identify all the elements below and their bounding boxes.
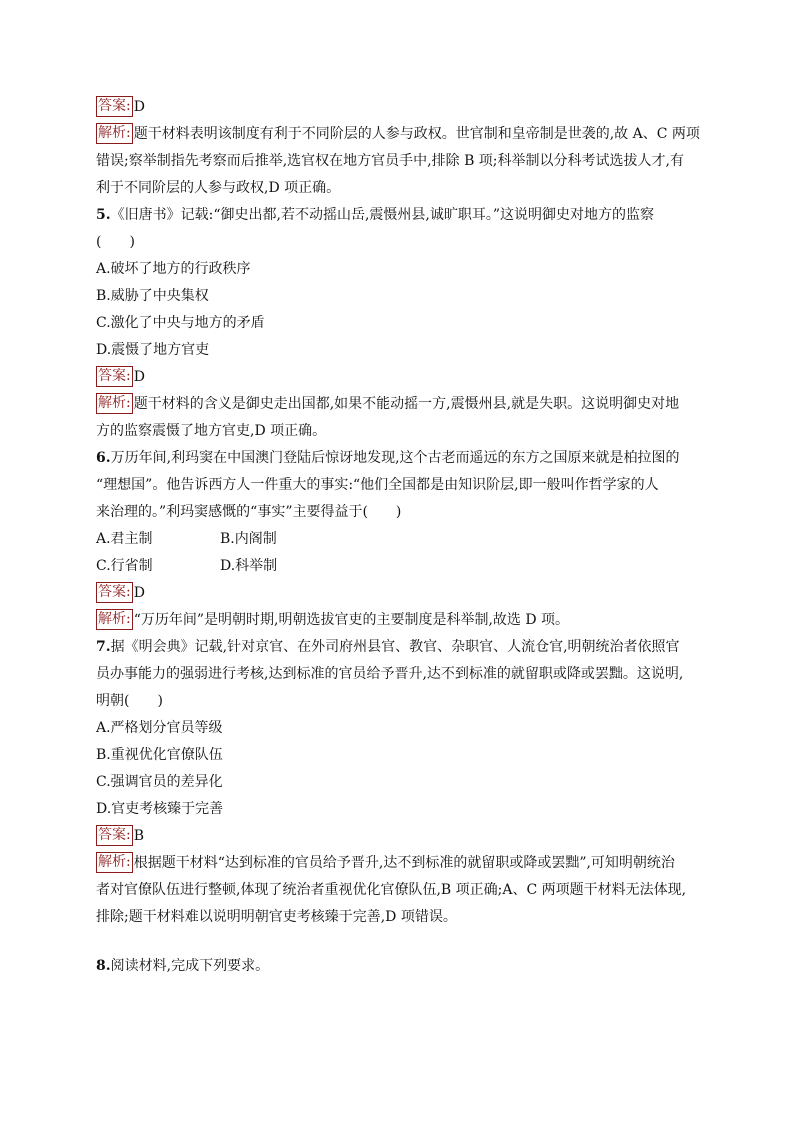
question-stem [96,634,700,661]
question-stem [96,202,700,229]
analysis-text: 题干材料表明该制度有利于不同阶层的人参与政权。世官制和皇帝制是世袭的,故 A、C 两项 [133,126,700,142]
answer-tag: 答案: [96,96,133,117]
spacer [96,931,700,953]
option-c: C.激化了中央与地方的矛盾 [96,315,265,331]
analysis-tag: 解析: [96,609,133,630]
option-d: D.科举制 [220,558,278,574]
question-text: 阅读材料,完成下列要求。 [110,958,270,974]
answer-line [96,94,700,121]
option-c: C.行省制 [96,558,153,574]
question-stem [96,953,700,980]
option-d: D.官吏考核臻于完善 [96,801,224,817]
question-text: 据《明会典》记载,针对京官、在外司府州县官、教官、杂职官、人流仓官,明朝统治者依照官 [110,639,680,655]
question-number: 6. [96,450,111,466]
analysis-text: 题干材料的含义是御史走出国都,如果不能动摇一方,震慑州县,就是失职。这说明御史对地 [133,396,680,412]
question-text: 万历年间,利玛窦在中国澳门登陆后惊讶地发现,这个古老而遥远的东方之国原来就是柏拉图的 [110,450,680,466]
answer-value: D [133,369,145,385]
analysis-line [96,391,700,418]
document-page [96,94,700,980]
answer-tag: 答案: [96,582,133,603]
answer-line [96,364,700,391]
question-text: 明朝( ) [96,693,163,709]
analysis-text: “万历年间”是明朝时期,明朝选拔官吏的主要制度是科举制,故选 D 项。 [133,612,570,628]
option-row [96,553,700,580]
option-b: B.重视优化官僚队伍 [96,747,223,763]
question-stem [96,445,700,472]
answer-value: D [133,99,145,115]
question-number: 8. [96,958,111,974]
answer-value: B [133,828,145,844]
analysis-text: 者对官僚队伍进行整顿,体现了统治者重视优化官僚队伍,B 项正确;A、C 两项题干材料无法体现, [96,882,687,898]
question-text: 《旧唐书》记载:“御史出都,若不动摇山岳,震慑州县,诚旷职耳。”这说明御史对地方的监察 [110,207,655,223]
option-a: A.严格划分官员等级 [96,720,223,736]
answer-line [96,823,700,850]
option-a: A.君主制 [96,531,153,547]
option-d: D.震慑了地方官吏 [96,342,210,358]
option-b: B.内阁制 [220,531,277,547]
option-row [96,526,700,553]
analysis-text: 利于不同阶层的人参与政权,D 项正确。 [96,180,341,196]
question-text: 来治理的。”利玛窦感慨的“事实”主要得益于( ) [96,504,402,520]
question-number: 5. [96,207,111,223]
analysis-tag: 解析: [96,123,133,144]
question-text: ( ) [96,234,135,250]
analysis-tag: 解析: [96,393,133,414]
analysis-text: 方的监察震慑了地方官吏,D 项正确。 [96,423,327,439]
question-text: “理想国”。他告诉西方人一件重大的事实:“他们全国都是由知识阶层,即一般叫作哲学家的人 [96,477,659,493]
analysis-text: 根据题干材料“达到标准的官员给予晋升,达不到标准的就留职或降或罢黜”,可知明朝统治 [133,855,675,871]
analysis-text: 错误;察举制指先考察而后推举,选官权在地方官员手中,排除 B 项;科举制以分科考试选拔人才,有 [96,153,684,169]
option-a: A.破坏了地方的行政秩序 [96,261,251,277]
option-b: B.威胁了中央集权 [96,288,209,304]
answer-value: D [133,585,145,601]
answer-tag: 答案: [96,366,133,387]
option-c: C.强调官员的差异化 [96,774,223,790]
analysis-line [96,607,700,634]
answer-line [96,580,700,607]
analysis-line [96,121,700,148]
analysis-tag: 解析: [96,852,133,873]
analysis-line [96,850,700,877]
answer-tag: 答案: [96,825,133,846]
question-text: 员办事能力的强弱进行考核,达到标准的官员给予晋升,达不到标准的就留职或降或罢黜。这说明, [96,666,684,682]
question-number: 7. [96,639,111,655]
analysis-text: 排除;题干材料难以说明明朝官吏考核臻于完善,D 项错误。 [96,909,457,925]
